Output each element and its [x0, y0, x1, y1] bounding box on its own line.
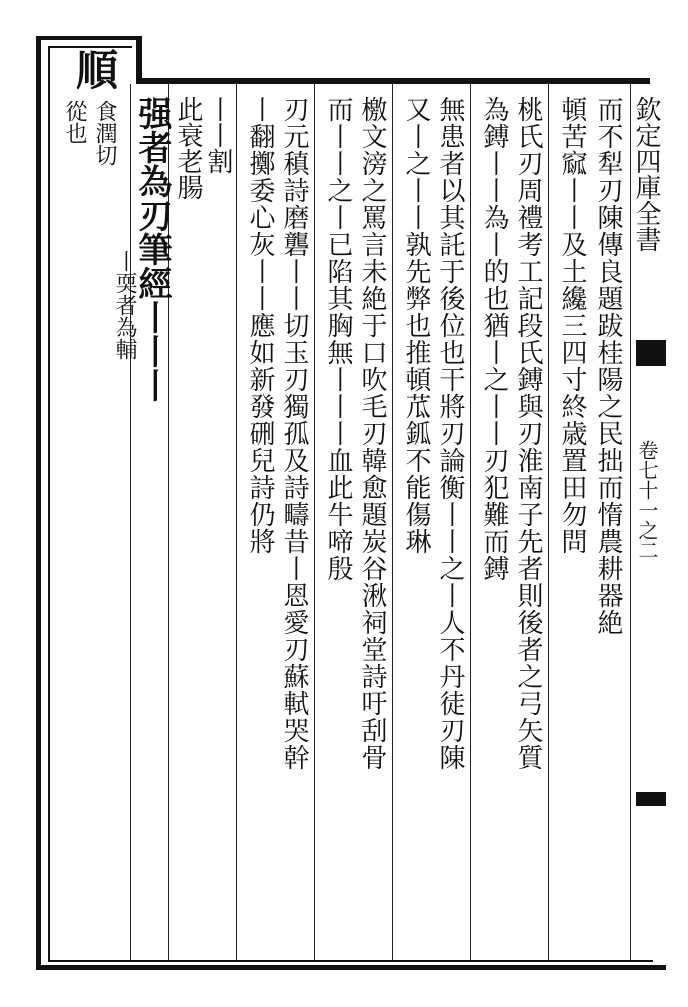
text-column-11: 丨丨割	[203, 96, 233, 174]
header-divider	[630, 84, 631, 960]
entry-head-title: 順	[70, 48, 119, 90]
text-column-6: 又丨之丨丨孰先弊也推頓苽鈲不能傷琳	[401, 96, 431, 555]
text-column-4: 為鎛丨丨為丨的也猶丨之丨丨刃犯難而鎛	[479, 96, 509, 582]
fishtail-mark-lower	[636, 792, 666, 806]
column-divider	[392, 84, 393, 960]
text-column-3: 桃氏刃周禮考工記段氏鎛與刃淮南子先者則後者之弓矢質	[513, 96, 543, 771]
entry-head-note-right: 食潤切	[92, 100, 117, 166]
text-column-10: 丨翻擲委心灰丨丨應如新發硎兒詩仍將	[245, 96, 275, 555]
column-divider	[130, 84, 131, 960]
text-column-1: 而不犁刃陳傳良題跋桂陽之民拙而惰農耕器絶	[593, 96, 623, 636]
frame-top-left-border	[36, 36, 140, 40]
text-column-8: 而丨丨之丨已陷其胸無丨丨丨血此牛啼殷	[323, 96, 353, 582]
frame-inner-left-line	[48, 46, 50, 962]
book-title: 欽定四庫全書	[631, 96, 661, 252]
text-column-13: 强者為刃筆經丨丨丨	[132, 96, 172, 402]
text-column-14: 丨耎者為輔	[112, 250, 137, 360]
column-divider	[548, 84, 549, 960]
volume-info: 卷七十一之二	[635, 440, 659, 560]
fishtail-mark	[636, 340, 666, 366]
text-column-2: 頓苦窳丨丨及土纔三四寸終歳置田勿問	[557, 96, 587, 555]
frame-top-border	[140, 78, 650, 84]
text-column-9: 刃元稹詩磨礱丨丨切玉刃獨孤及詩疇昔丨恩愛刃蘇軾哭幹	[279, 96, 309, 771]
frame-notch	[136, 36, 142, 84]
text-column-5: 無患者以其託于後位也干將刃論衡丨丨之丨人不丹徒刃陳	[435, 96, 465, 771]
frame-inner-bottom-line	[48, 960, 653, 962]
text-column-7: 檄文滂之罵言未絶于口吹毛刃韓愈題炭谷湫祠堂詩吁刮骨	[357, 96, 387, 771]
column-divider	[314, 84, 315, 960]
column-divider	[470, 84, 471, 960]
entry-head-note-left: 從也	[62, 100, 87, 144]
text-column-12: 此衰老腸	[173, 96, 203, 200]
column-divider	[236, 84, 237, 960]
